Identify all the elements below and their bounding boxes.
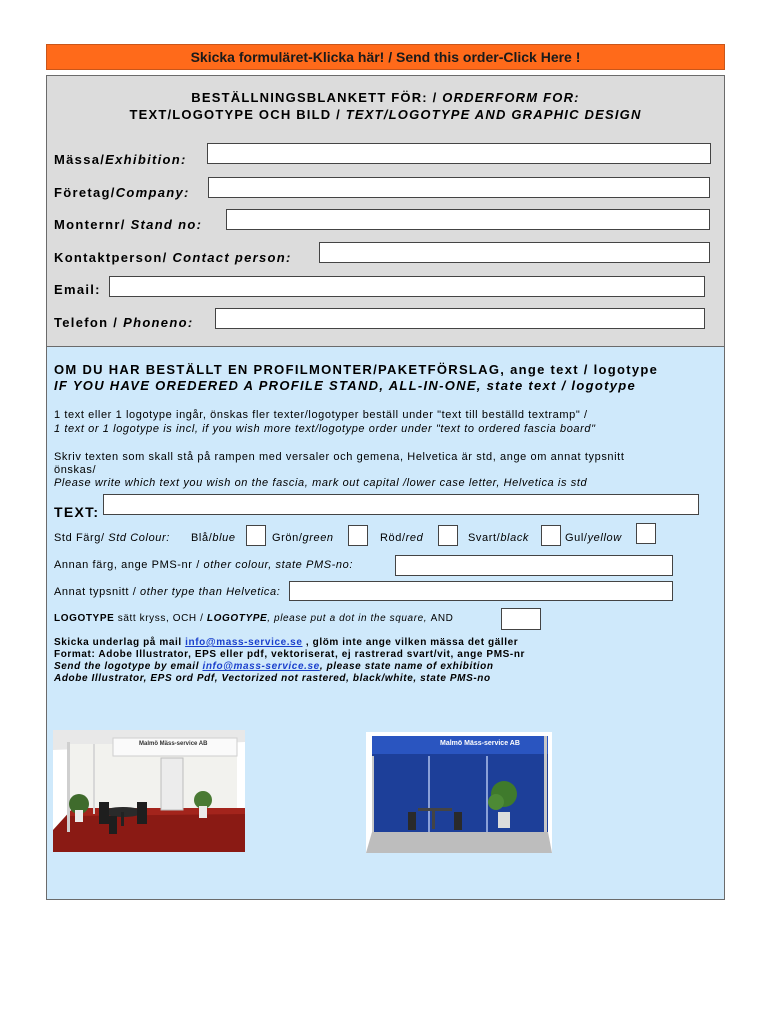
- stand-label: Monternr/ Stand no:: [54, 217, 203, 232]
- instructions-line1: Skicka underlag på mail info@mass-service.se , glöm inte ange vilken mässa det gäller: [54, 637, 519, 648]
- font-label: Annat typsnitt / other type than Helvetica:: [54, 586, 281, 598]
- note2-sv-a: Skriv texten som skall stå på rampen med versaler och gemena, Helvetica är std, ange om annat typsnitt: [54, 451, 625, 463]
- colour-option-blue-label: Blå/blue: [191, 532, 236, 544]
- colour-green-checkbox[interactable]: [348, 525, 368, 546]
- instructions-line3: Send the logotype by email info@mass-service.se, please state name of exhibition: [54, 661, 494, 672]
- phone-field[interactable]: [215, 308, 705, 329]
- pms-field[interactable]: [395, 555, 673, 576]
- instructions-line2: Format: Adobe Illustrator, EPS eller pdf, vektoriserat, ej rastrerad svart/vit, ange PMS-nr: [54, 649, 526, 660]
- colour-option-black-label: Svart/black: [468, 532, 530, 544]
- pms-label: Annan färg, ange PMS-nr / other colour, state PMS-no:: [54, 559, 354, 571]
- colour-option-green-label: Grön/green: [272, 532, 334, 544]
- text-label: TEXT:: [54, 504, 100, 520]
- colour-option-red-label: Röd/red: [380, 532, 424, 544]
- company-field[interactable]: [208, 177, 710, 198]
- form-heading-line2: TEXT/LOGOTYPE OCH BILD / TEXT/LOGOTYPE AND GRAPHIC DESIGN: [129, 107, 642, 122]
- colour-blue-checkbox[interactable]: [246, 525, 266, 546]
- profile-title-en: IF YOU HAVE OREDERED A PROFILE STAND, ALL-IN-ONE, state text / logotype: [54, 378, 637, 393]
- email-field[interactable]: [109, 276, 705, 297]
- colour-red-checkbox[interactable]: [438, 525, 458, 546]
- instructions-line4: Adobe Illustrator, EPS ord Pdf, Vectorized not rastered, black/white, state PMS-no: [54, 673, 491, 684]
- white-stand-sign: Malmö Mäss-service AB: [139, 741, 208, 747]
- font-field[interactable]: [289, 581, 673, 601]
- logotype-instruction: LOGOTYPE sätt kryss, OCH / LOGOTYPE, please put a dot in the square, AND: [54, 613, 454, 624]
- note2-en: Please write which text you wish on the fascia, mark out capital /lower case letter, Helvetica is std: [54, 477, 588, 489]
- colour-black-checkbox[interactable]: [541, 525, 561, 546]
- colour-label: Std Färg/ Std Colour:: [54, 532, 170, 544]
- note1-en: 1 text or 1 logotype is incl, if you wish more text/logotype order under "text to ordered fascia board": [54, 423, 596, 435]
- exhibition-label: Mässa/Exhibition:: [54, 152, 187, 167]
- stand-field[interactable]: [226, 209, 710, 230]
- blue-stand-photo: [366, 732, 552, 853]
- company-label: Företag/Company:: [54, 185, 190, 200]
- email-link[interactable]: info@mass-service.se: [185, 637, 303, 648]
- profile-title-sv: OM DU HAR BESTÄLLT EN PROFILMONTER/PAKETFÖRSLAG, ange text / logotype: [54, 362, 659, 377]
- contact-section: [46, 75, 725, 347]
- exhibition-field[interactable]: [207, 143, 711, 164]
- text-field[interactable]: [103, 494, 699, 515]
- logotype-checkbox[interactable]: [501, 608, 541, 630]
- form-heading-line1: BESTÄLLNINGSBLANKETT FÖR: / ORDERFORM FOR:: [191, 90, 580, 105]
- submit-order-button[interactable]: Skicka formuläret-Klicka här! / Send this order-Click Here !: [46, 44, 725, 70]
- note2-sv-b: önskas/: [54, 464, 97, 476]
- white-stand-photo: [53, 730, 245, 852]
- colour-option-yellow-label: Gul/yellow: [565, 532, 622, 544]
- note1-sv: 1 text eller 1 logotype ingår, önskas fler texter/logotyper beställ under "text till beställd textramp" /: [54, 409, 588, 421]
- contact-field[interactable]: [319, 242, 710, 263]
- phone-label: Telefon / Phoneno:: [54, 315, 194, 330]
- email-link-en[interactable]: info@mass-service.se: [202, 661, 320, 672]
- profile-stand-section: [46, 347, 725, 900]
- email-label: Email:: [54, 282, 101, 297]
- blue-stand-sign: Malmö Mäss-service AB: [440, 740, 520, 747]
- colour-yellow-checkbox[interactable]: [636, 523, 656, 544]
- contact-label: Kontaktperson/ Contact person:: [54, 250, 292, 265]
